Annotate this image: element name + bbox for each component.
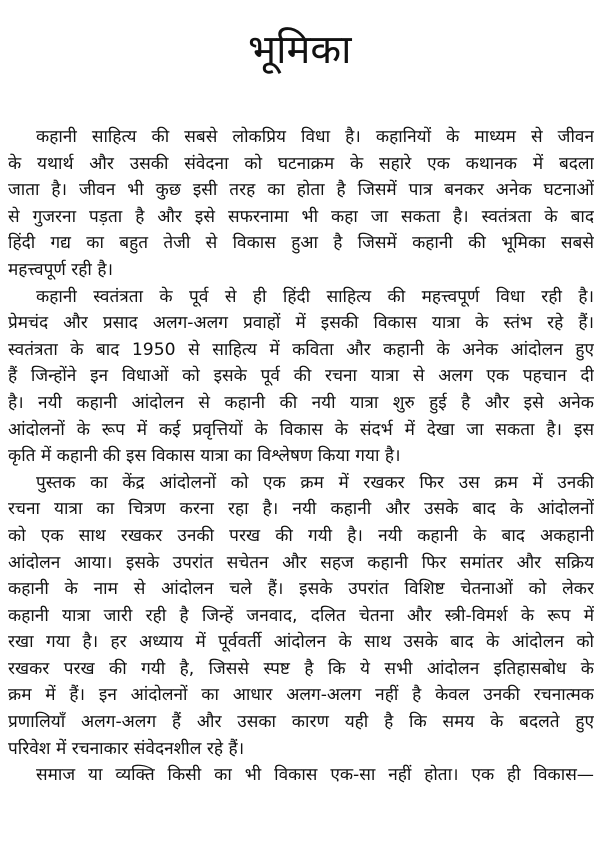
text-line: को एक साथ रखकर उनकी परख की गयी है। नयी कहानी के बाद अकहानी: [8, 525, 594, 546]
text-line: आंदोलन आया। इसके उपरांत सचेतन और सहज कहानी फिर समांतर और सक्रिय: [8, 552, 594, 573]
text-line: कहानी स्वतंत्रता के पूर्व से ही हिंदी साहित्य की महत्त्वपूर्ण विधा रही है।: [36, 286, 594, 307]
text-line: कहानी के नाम से आंदोलन चले हैं। इसके उपरांत विशिष्ट चेतनाओं को लेकर: [8, 579, 594, 600]
text-line: रखा गया है। हर अध्याय में पूर्ववर्ती आंदोलन के साथ उसके बाद के आंदोलन को: [8, 632, 594, 653]
document-body: [8, 124, 594, 789]
text-line: हिंदी गद्य का बहुत तेजी से विकास हुआ है जिसमें कहानी की भूमिका सबसे: [8, 233, 594, 254]
text-line: जाता है। जीवन भी कुछ इसी तरह का होता है जिसमें पात्र बनकर अनेक घटनाओं: [8, 180, 594, 201]
text-line: पुस्तक का केंद्र आंदोलनों को एक क्रम में रखकर फिर उस क्रम में उनकी: [36, 472, 594, 493]
text-line: महत्त्वपूर्ण रही है।: [8, 259, 113, 280]
text-line: हैं जिन्होंने इन विधाओं को इसके पूर्व की रचना यात्रा से अलग एक पहचान दी: [8, 366, 594, 387]
text-line: स्वतंत्रता के बाद 1950 से साहित्य में कविता और कहानी के अनेक आंदोलन हुए: [8, 339, 594, 360]
text-line: से गुजरना पड़ता है और इसे सफरनामा भी कहा जा सकता है। स्वतंत्रता के बाद: [8, 206, 594, 227]
text-line: के यथार्थ और उसकी संवेदना को घटनाक्रम के सहारे एक कथानक में बदला: [8, 153, 594, 174]
text-line: रचना यात्रा का चित्रण करना रहा है। नयी कहानी और उसके बाद के आंदोलनों: [8, 499, 594, 520]
text-line: रखकर परख की गयी है, जिससे स्पष्ट है कि ये सभी आंदोलन इतिहासबोध के: [8, 658, 594, 679]
text-line: है। नयी कहानी आंदोलन से कहानी की नयी यात्रा शुरु हुई है और इसे अनेक: [8, 392, 594, 413]
text-line: क्रम में हैं। इन आंदोलनों का आधार अलग-अलग नहीं है केवल उनकी रचनात्मक: [8, 685, 594, 706]
page-title: भूमिका: [248, 27, 352, 73]
text-line: प्रणालियाँ अलग-अलग हैं और उसका कारण यही है कि समय के बदलते हुए: [8, 712, 594, 733]
text-line: प्रेमचंद और प्रसाद अलग-अलग प्रवाहों में इसकी विकास यात्रा के स्तंभ रहे हैं।: [8, 313, 594, 334]
text-line: कहानी साहित्य की सबसे लोकप्रिय विधा है। कहानियों के माध्यम से जीवन: [36, 127, 594, 147]
text-line: परिवेश में रचनाकार संवेदनशील रहे हैं।: [8, 738, 245, 759]
text-line: आंदोलनों के रूप में कई प्रवृत्तियों के विकास के संदर्भ में देखा जा सकता है। इस: [8, 419, 594, 440]
text-line: कहानी यात्रा जारी रही है जिन्हें जनवाद, दलित चेतना और स्त्री-विमर्श के रूप में: [8, 605, 594, 626]
text-line: समाज या व्यक्ति किसी का भी विकास एक-सा नहीं होता। एक ही विकास—: [36, 765, 594, 786]
text-line: कृति में कहानी की इस विकास यात्रा का विश्लेषण किया गया है।: [8, 446, 401, 467]
